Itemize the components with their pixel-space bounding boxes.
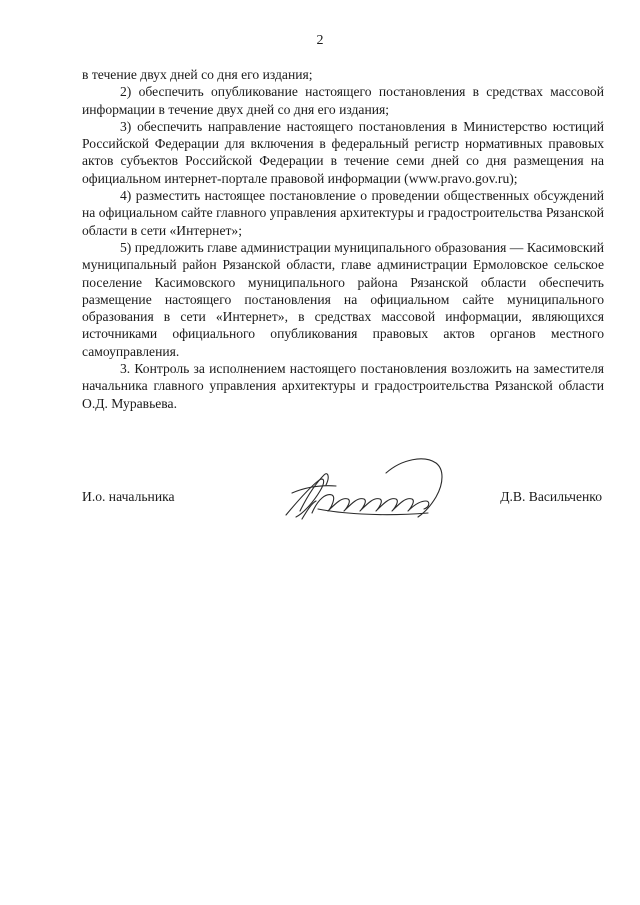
paragraph-item-4: 4) разместить настоящее постановление о проведении общественных обсуждений на официальном сайте главного управления архитектуры и градостроительства Рязанской области в сети «Интернет»; (82, 188, 604, 238)
paragraph-item-5: 5) предложить главе администрации муниципального образования — Касимовский муниципальный район Рязанской области, главе администрации Ермоловское сельское поселение Касимовского муниципального района Рязанской области обеспечить размещение настоящего постановления на официальном сайте муниципального образования в сети «Интернет», в средствах массовой информации, являющихся источниками официального опубликования правовых актов органов местного самоуправления. (82, 239, 604, 359)
handwritten-signature (278, 453, 453, 533)
signatory-title: И.о. начальника (82, 489, 175, 504)
page-number: 2 (316, 33, 324, 48)
paragraph-item-3: 3) обеспечить направление настоящего постановления в Министерство юстиций Российской Федерации для включения в федеральный регистр нормативных правовых актов субъектов Российской Федерации в течение семи дней со дня размещения на официальном интернет-портале правовой информации (www.pravo.gov.ru); (82, 118, 604, 186)
document-body (82, 66, 604, 412)
paragraph-continuation: в течение двух дней со дня его издания; (82, 67, 313, 82)
paragraph-item-2: 2) обеспечить опубликование настоящего постановления в средствах массовой информации в течение двух дней со дня его издания; (82, 84, 604, 117)
paragraph-control-clause: 3. Контроль за исполнением настоящего постановления возложить на заместителя начальника главного управления архитектуры и градостроительства Рязанской области О.Д. Муравьева. (82, 361, 604, 411)
signature-block (82, 483, 604, 523)
signatory-name: Д.В. Васильченко (500, 489, 602, 504)
